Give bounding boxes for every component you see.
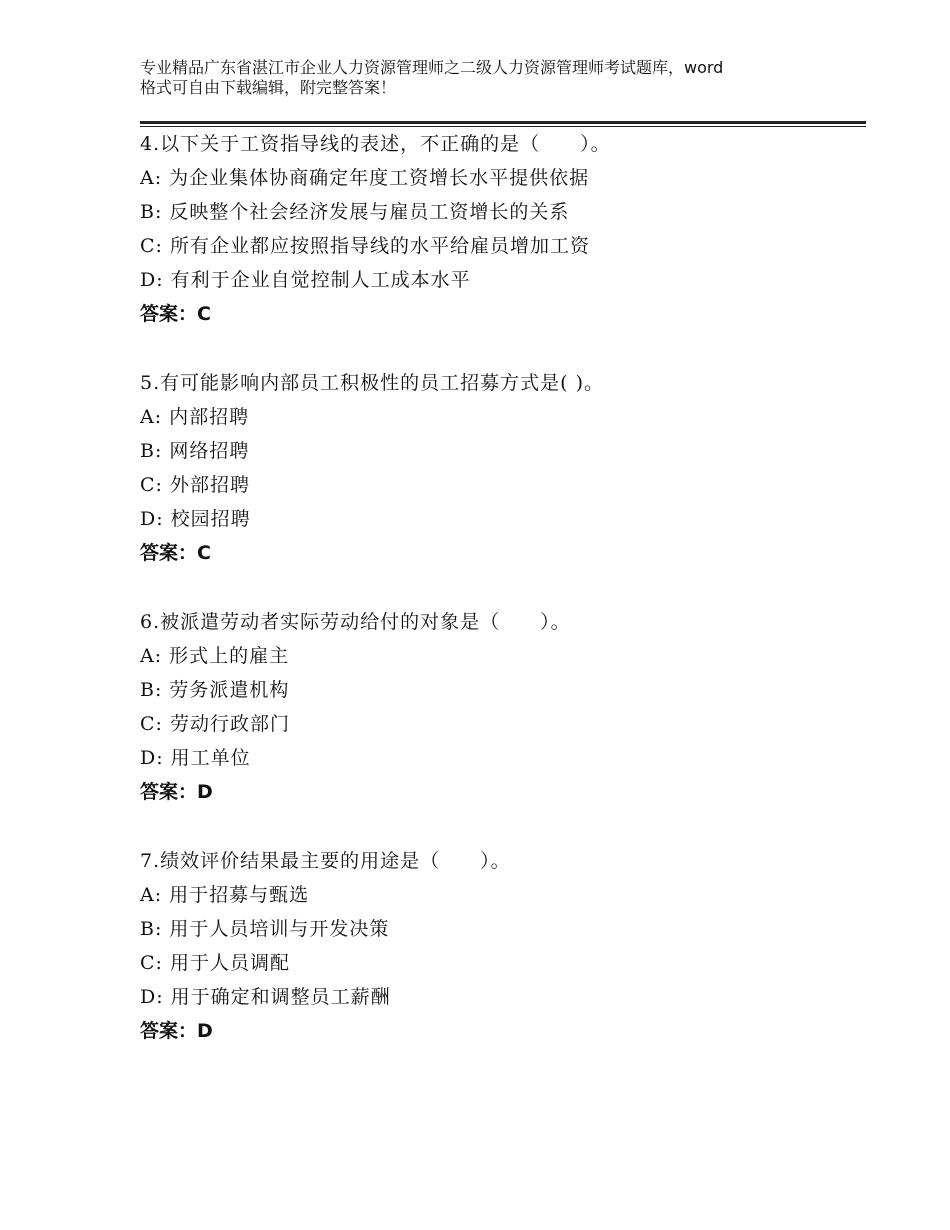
option-d: D: 校园招聘 (140, 508, 251, 530)
option-a: A: 形式上的雇主 (140, 645, 290, 667)
header-line-2: 格式可自由下载编辑，附完整答案！ (140, 78, 397, 97)
option-b: B: 用于人员培训与开发决策 (140, 918, 390, 940)
answer-text: 答案：D (140, 1020, 213, 1042)
option-b: B: 网络招聘 (140, 440, 250, 462)
option-c: C: 所有企业都应按照指导线的水平给雇员增加工资 (140, 235, 590, 257)
question-6 (140, 605, 860, 809)
question-5 (140, 366, 860, 570)
answer-text: 答案：C (140, 303, 211, 325)
option-b: B: 反映整个社会经济发展与雇员工资增长的关系 (140, 201, 570, 223)
answer-text: 答案：C (140, 542, 211, 564)
question-stem: 6.被派遣劳动者实际劳动给付的对象是（ ）。 (140, 611, 571, 633)
document-header (140, 58, 830, 98)
option-b: B: 劳务派遣机构 (140, 679, 290, 701)
header-line-1: 专业精品广东省湛江市企业人力资源管理师之二级人力资源管理师考试题库，word (140, 58, 724, 77)
header-divider-thick (140, 121, 866, 124)
option-d: D: 有利于企业自觉控制人工成本水平 (140, 269, 471, 291)
option-c: C: 外部招聘 (140, 474, 250, 496)
answer-text: 答案：D (140, 781, 213, 803)
option-c: C: 劳动行政部门 (140, 713, 290, 735)
question-stem: 4.以下关于工资指导线的表述，不正确的是（ ）。 (140, 133, 611, 155)
question-stem: 7.绩效评价结果最主要的用途是（ ）。 (140, 850, 511, 872)
question-stem: 5.有可能影响内部员工积极性的员工招募方式是( )。 (140, 372, 604, 394)
option-c: C: 用于人员调配 (140, 952, 290, 974)
option-d: D: 用工单位 (140, 747, 251, 769)
option-a: A: 用于招募与甄选 (140, 884, 310, 906)
question-4 (140, 127, 860, 331)
option-a: A: 内部招聘 (140, 406, 250, 428)
option-d: D: 用于确定和调整员工薪酬 (140, 986, 391, 1008)
question-7 (140, 844, 860, 1048)
option-a: A: 为企业集体协商确定年度工资增长水平提供依据 (140, 167, 590, 189)
